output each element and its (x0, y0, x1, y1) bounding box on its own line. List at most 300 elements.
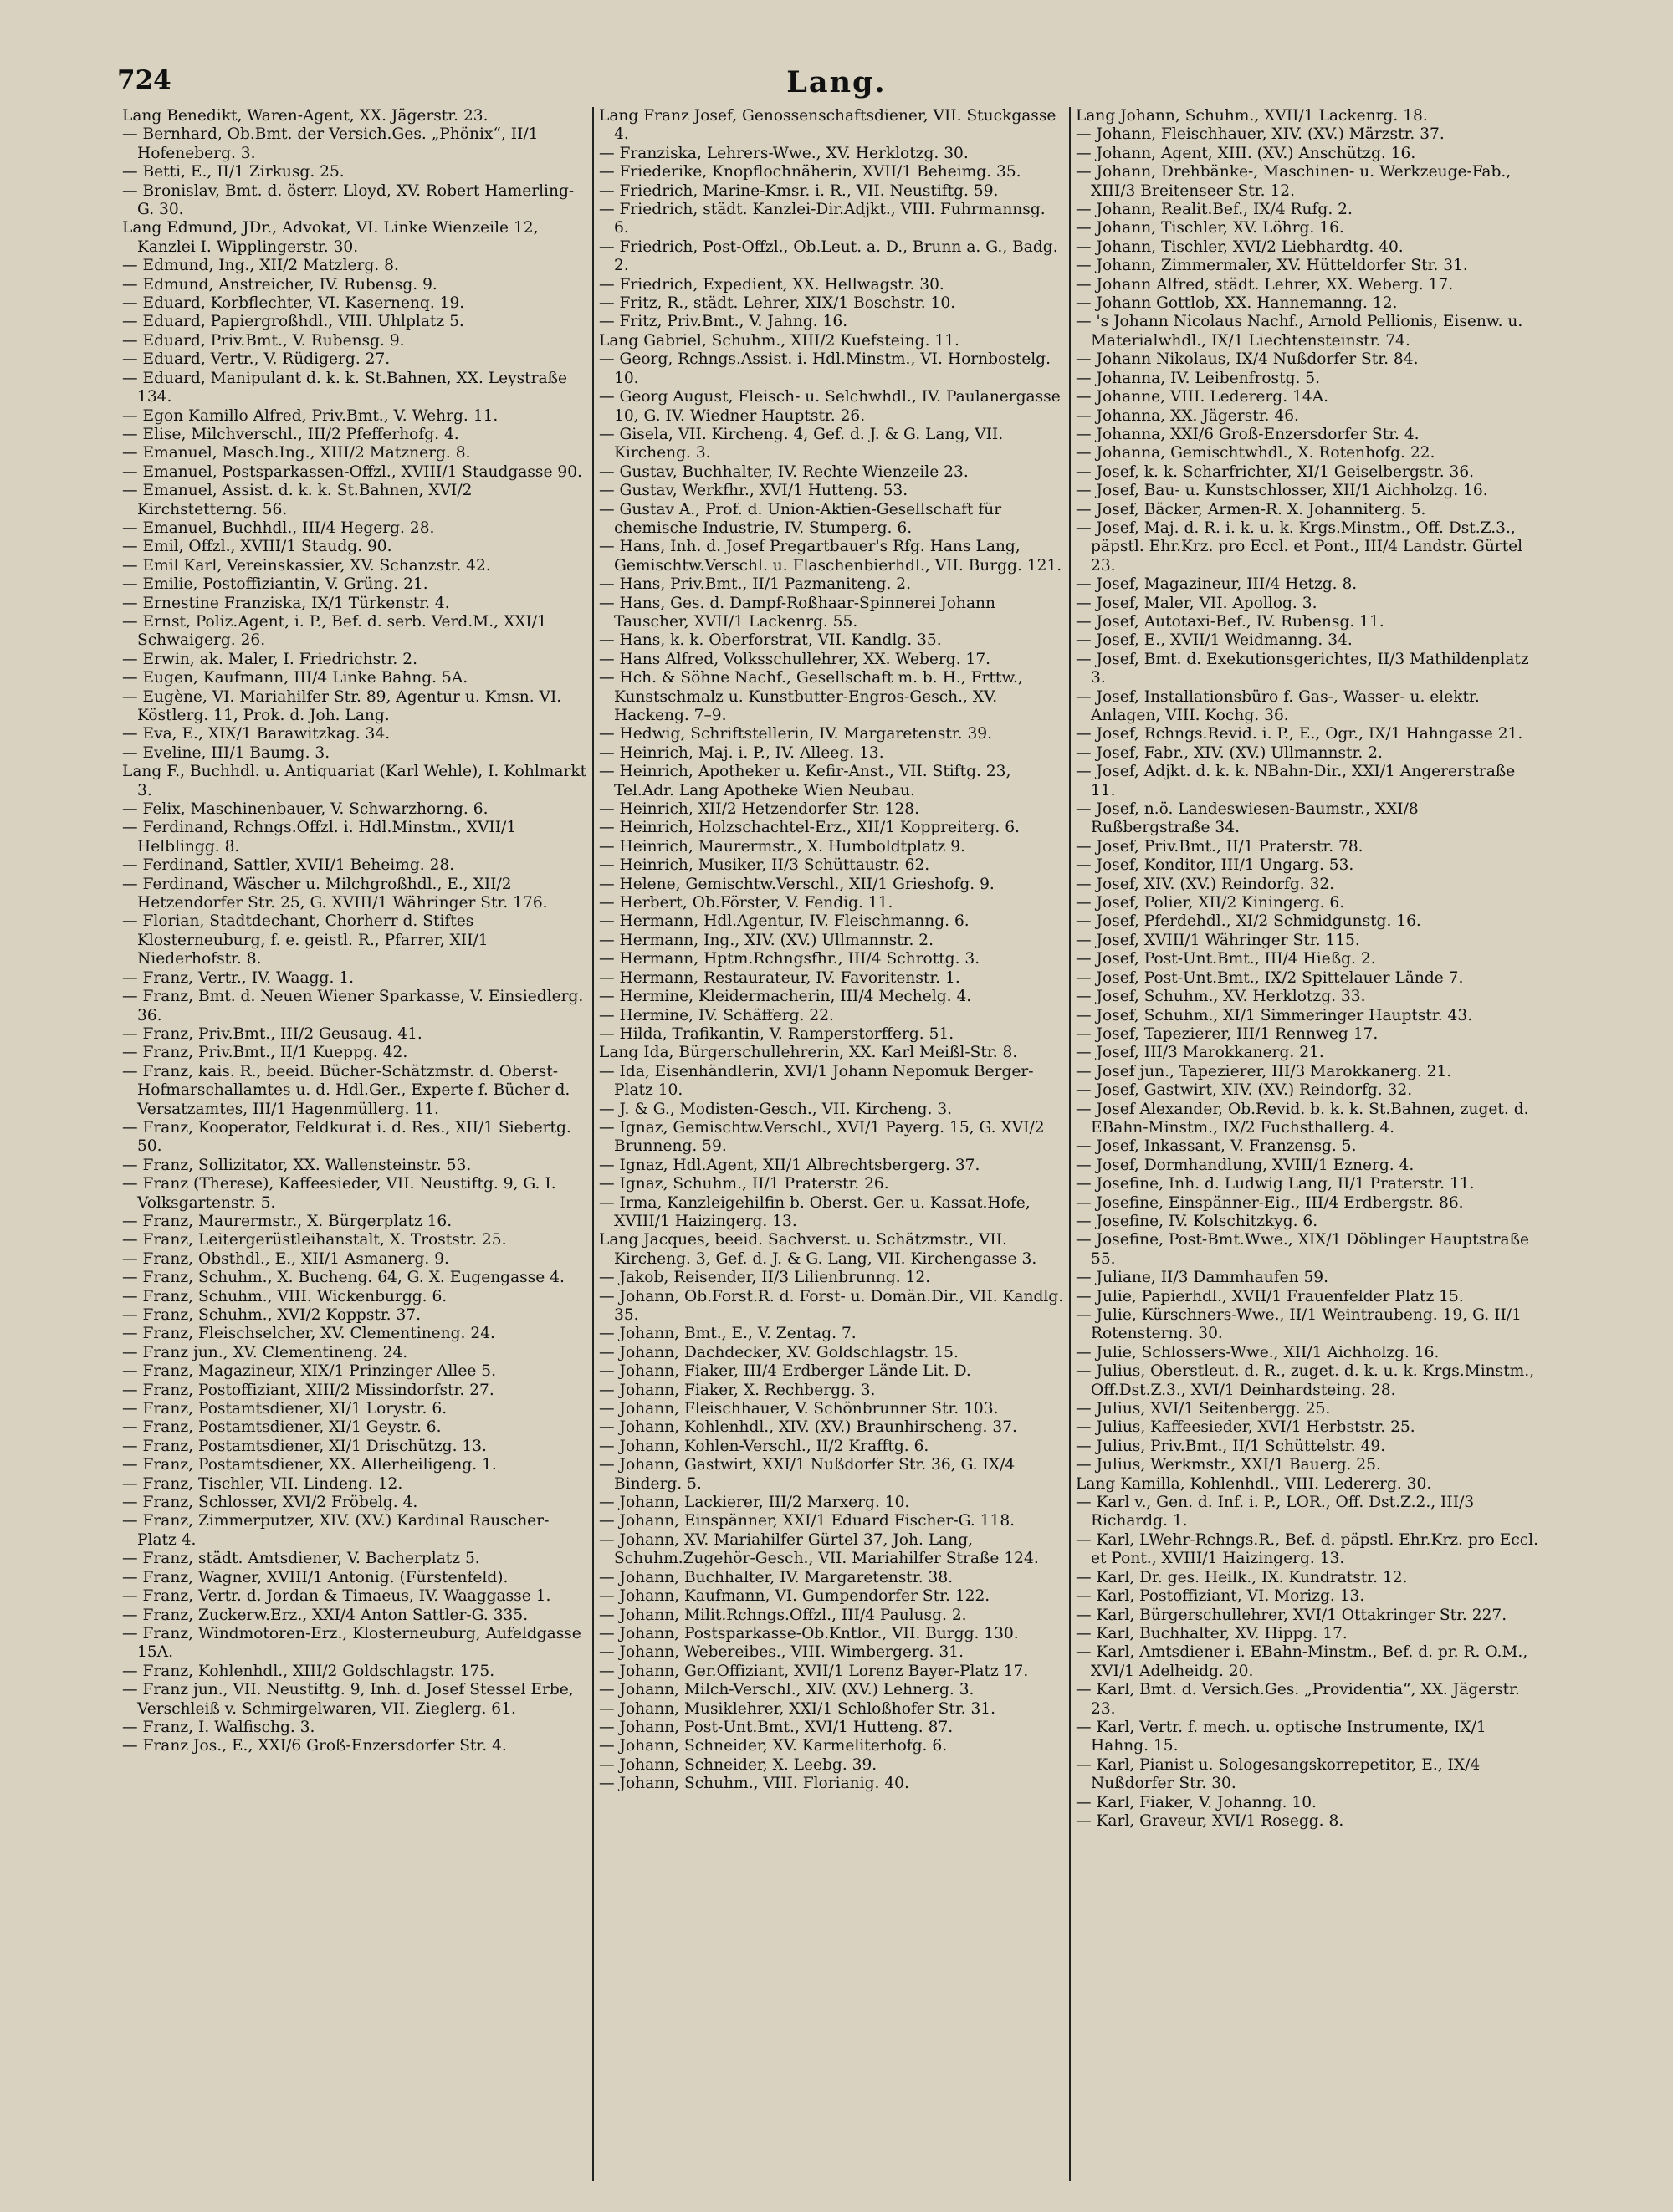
directory-entry (1076, 1643, 1543, 1681)
directory-entry (599, 1288, 1064, 1326)
directory-entry (122, 1625, 587, 1663)
directory-entry (599, 1737, 1064, 1755)
entry-text: — Johann, Kohlenhdl., XIV. (XV.) Braunhirscheng. 37. (599, 1418, 1017, 1437)
entry-text: — Josef, Adjkt. d. k. k. NBahn-Dir., XXI/1 Angererstraße 11. (1076, 763, 1516, 799)
entry-text: — Josef, Bau- u. Kunstschlosser, XII/1 Aichholzg. 16. (1076, 482, 1488, 500)
directory-entry (599, 145, 1064, 163)
directory-entry (1076, 1175, 1543, 1193)
entry-text: — Franz, Postamtsdiener, XI/1 Drischützg. 13. (122, 1437, 487, 1455)
directory-entry (599, 1063, 1064, 1101)
directory-entry (1076, 838, 1543, 856)
entry-text: — Franz, kais. R., beeid. Bücher-Schätzmstr. d. Oberst-Hofmarschallamtes u. d. Hdl.Ger., Experte f. Bücher d. Versatzamtes, III/1 Hagenmüllerg. 11. (122, 1062, 570, 1118)
directory-entry (1076, 688, 1543, 726)
entry-text: — Josefine, Post-Bmt.Wwe., XIX/1 Döblinger Hauptstraße 55. (1076, 1231, 1530, 1268)
entry-text: — Franz, Priv.Bmt., III/2 Geusaug. 41. (122, 1024, 422, 1043)
directory-entry (122, 276, 587, 294)
directory-entry (1076, 276, 1543, 294)
directory-entry (122, 519, 587, 538)
entry-text: — Josef, Priv.Bmt., II/1 Praterstr. 78. (1076, 837, 1363, 856)
entry-text: — Johann, Einspänner, XXI/1 Eduard Fischer-G. 118. (599, 1512, 1016, 1530)
entry-text: — Karl, Buchhalter, XV. Hippg. 17. (1076, 1624, 1348, 1642)
directory-entry (599, 1025, 1064, 1044)
entry-text: — Karl, Amtsdiener i. EBahn-Minstm., Bef. d. pr. R. O.M., XVI/1 Adelheidg. 20. (1076, 1643, 1528, 1680)
entry-text: — Johann, Webereibes., VIII. Wimbergerg. 31. (599, 1643, 964, 1662)
directory-entry (1076, 350, 1543, 369)
entry-text: — Juliane, II/3 Dammhaufen 59. (1076, 1269, 1329, 1287)
entry-text: — Josef, Bäcker, Armen-R. X. Johanniterg. 5. (1076, 500, 1426, 519)
directory-entry (1076, 370, 1543, 388)
directory-entry (1076, 163, 1543, 201)
directory-entry (122, 1494, 587, 1512)
entry-text: — Julius, Kaffeesieder, XVI/1 Herbststr. 25. (1076, 1418, 1415, 1437)
entry-text: — Hans, Ges. d. Dampf-Roßhaar-Spinnerei Johann Tauscher, XVII/1 Lackenrg. 55. (599, 594, 995, 631)
entry-text: — Josef, Pferdehdl., XI/2 Schmidgunstg. 16. (1076, 912, 1421, 931)
entry-text: — Florian, Stadtdechant, Chorherr d. Stiftes Klosterneuburg, f. e. geistl. R., Pfarrer, XII/1 Niederhofstr. 8. (122, 912, 489, 968)
directory-entry (1076, 894, 1543, 912)
entry-text: — Julius, Priv.Bmt., II/1 Schüttelstr. 49. (1076, 1437, 1386, 1455)
directory-entry (122, 1288, 587, 1306)
entry-text: — Johann, Fleischhauer, V. Schönbrunner Str. 103. (599, 1400, 999, 1418)
entry-text: — Karl, Dr. ges. Heilk., IX. Kundratstr. 12. (1076, 1568, 1408, 1586)
directory-entry (1076, 744, 1543, 763)
directory-entry (599, 1119, 1064, 1157)
directory-entry (122, 1362, 587, 1381)
directory-entry (1076, 407, 1543, 426)
entry-text: — Johann, Agent, XIII. (XV.) Anschützg. 16. (1076, 144, 1416, 162)
entry-text: — Johann, Musiklehrer, XXI/1 Schloßhofer Str. 31. (599, 1699, 996, 1718)
directory-entry (122, 1438, 587, 1456)
directory-entry (599, 819, 1064, 837)
directory-entry (122, 538, 587, 556)
entry-text: — Johann, Milch-Verschl., XIV. (XV.) Lehnerg. 3. (599, 1681, 975, 1699)
directory-entry (599, 1325, 1064, 1343)
directory-entry (122, 669, 587, 687)
entry-text: — Johann, Dachdecker, XV. Goldschlagstr. 15. (599, 1343, 959, 1361)
entry-text: — Eva, E., XIX/1 Barawitzkag. 34. (122, 725, 391, 743)
directory-entry (122, 1213, 587, 1231)
entry-text: — Eduard, Vertr., V. Rüdigerg. 27. (122, 350, 391, 369)
directory-entry (122, 876, 587, 913)
directory-entry (122, 463, 587, 482)
directory-entry (599, 313, 1064, 331)
entry-text: — Friedrich, Marine-Kmsr. i. R., VII. Neustiftg. 59. (599, 181, 999, 200)
directory-entry (599, 1700, 1064, 1719)
entry-text: — Ernst, Poliz.Agent, i. P., Bef. d. serb. Verd.M., XXI/1 Schwaigerg. 26. (122, 612, 547, 650)
entry-text: — Franz, Zimmerputzer, XIV. (XV.) Kardinal Rauscher-Platz 4. (122, 1512, 550, 1549)
entry-text: — Julius, Werkmstr., XXI/1 Bauerg. 25. (1076, 1456, 1381, 1474)
entry-text: — Franz, Schuhm., XVI/2 Koppstr. 37. (122, 1306, 422, 1324)
directory-entry (122, 1119, 587, 1157)
directory-entry (122, 370, 587, 407)
directory-entry (1076, 1475, 1543, 1494)
directory-entry (1076, 1625, 1543, 1643)
directory-entry (599, 1569, 1064, 1587)
directory-entry (122, 125, 587, 163)
entry-text: — Hans, k. k. Oberforstrat, VII. Kandlg. 35. (599, 631, 942, 650)
entry-text: — Ignaz, Hdl.Agent, XII/1 Albrechtsbergerg. 37. (599, 1156, 980, 1174)
entry-text: — Ferdinand, Sattler, XVII/1 Beheimg. 28. (122, 856, 455, 875)
entry-text: — Franz, Schuhm., VIII. Wickenburgg. 6. (122, 1287, 448, 1305)
entry-text: — Josef, Schuhm., XV. Herklotzg. 33. (1076, 988, 1366, 1006)
entry-text: — Franz, Wagner, XVIII/1 Antonig. (Fürstenfeld). (122, 1568, 509, 1586)
directory-entry (122, 350, 587, 369)
entry-text: — Betti, E., II/1 Zirkusg. 25. (122, 163, 345, 181)
entry-text: — Emanuel, Assist. d. k. k. St.Bahnen, XVI/2 Kirchstetterng. 56. (122, 482, 473, 519)
column-2 (594, 107, 1071, 2181)
directory-entry (1076, 1306, 1543, 1344)
entry-text: — Franz, Priv.Bmt., II/1 Kueppg. 42. (122, 1044, 408, 1062)
entry-text: — Franz, Maurermstr., X. Bürgerplatz 16. (122, 1212, 453, 1230)
entry-text: — Jakob, Reisender, II/3 Lilienbrunng. 12. (599, 1269, 931, 1287)
directory-entry (122, 1269, 587, 1287)
entry-text: — Hedwig, Schriftstellerin, IV. Margaretenstr. 39. (599, 725, 993, 743)
entry-text: — Emanuel, Postsparkassen-Offzl., XVIII/1 Staudgasse 90. (122, 462, 582, 481)
entry-text: — Josef, XIV. (XV.) Reindorfg. 32. (1076, 875, 1335, 893)
directory-entry (1076, 595, 1543, 613)
entry-text: — Franziska, Lehrers-Wwe., XV. Herklotzg. 30. (599, 144, 969, 162)
directory-entry (122, 1681, 587, 1719)
entry-text: — Franz, Schuhm., X. Bucheng. 64, G. X. Eugengasse 4. (122, 1269, 565, 1287)
directory-entry (1076, 1681, 1543, 1719)
directory-entry (599, 1344, 1064, 1362)
entry-text: — Heinrich, XII/2 Hetzendorfer Str. 128. (599, 800, 920, 819)
directory-entry (599, 1587, 1064, 1606)
entry-text: — Ferdinand, Wäscher u. Milchgroßhdl., E., XII/2 Hetzendorfer Str. 25, G. XVIII/1 Währinger Str. 176. (122, 875, 548, 912)
directory-entry (122, 482, 587, 519)
directory-entry (599, 1681, 1064, 1699)
page-title: Lang. (786, 65, 887, 100)
directory-entry (599, 1625, 1064, 1643)
entry-text: — Josefine, Inh. d. Ludwig Lang, II/1 Praterstr. 11. (1076, 1175, 1475, 1193)
directory-entry (122, 1550, 587, 1568)
directory-entry (122, 257, 587, 275)
directory-entry (1076, 1494, 1543, 1531)
directory-entry (599, 276, 1064, 294)
directory-entry (1076, 932, 1543, 950)
entry-text: — Ignaz, Gemischtw.Verschl., XVI/1 Payerg. 15, G. XVI/2 Brunneng. 59. (599, 1118, 1045, 1156)
directory-entry (599, 501, 1064, 539)
entry-text: — Josef, Maj. d. R. i. k. u. k. Krgs.Minstm., Off. Dst.Z.3., päpstl. Ehr.Krz. pro Eccl. et Pont., III/4 Landstr. Gürtel 23. (1076, 519, 1523, 575)
entry-text: — Heinrich, Musiker, II/3 Schüttaustr. 62. (599, 856, 930, 875)
directory-entry (122, 294, 587, 313)
entry-text: — Josef, Autotaxi-Bef., IV. Rubensg. 11. (1076, 612, 1384, 631)
directory-entry (1076, 1438, 1543, 1456)
directory-entry (599, 1175, 1064, 1193)
entry-text: — Ernestine Franziska, IX/1 Türkenstr. 4. (122, 594, 450, 612)
entry-text: Lang Kamilla, Kohlenhdl., VIII. Ledererg. 30. (1076, 1474, 1432, 1493)
entry-text: — Gustav, Werkfhr., XVI/1 Hutteng. 53. (599, 482, 908, 500)
directory-entry (1076, 950, 1543, 968)
directory-entry (1076, 1794, 1543, 1812)
column-1 (117, 107, 594, 2181)
entry-text: — Johann Nikolaus, IX/4 Nußdorfer Str. 84. (1076, 350, 1419, 369)
entry-text: — Josef, Inkassant, V. Franzensg. 5. (1076, 1137, 1357, 1156)
directory-entry (1076, 876, 1543, 894)
directory-entry (599, 725, 1064, 743)
entry-text: — Eugène, VI. Mariahilfer Str. 89, Agentur u. Kmsn. VI. Köstlerg. 11, Prok. d. Joh. Lang. (122, 687, 562, 724)
entry-text: — Bronislav, Bmt. d. österr. Lloyd, XV. Robert Hamerling-G. 30. (122, 181, 575, 219)
entry-text: — Julius, XVI/1 Seitenbergg. 25. (1076, 1400, 1331, 1418)
directory-entry (1076, 988, 1543, 1006)
directory-entry (1076, 1213, 1543, 1231)
directory-entry (599, 332, 1064, 350)
entry-text: — Josef jun., Tapezierer, III/3 Marokkanerg. 21. (1076, 1062, 1452, 1080)
directory-entry (122, 1250, 587, 1269)
directory-entry (1076, 219, 1543, 238)
directory-entry (1076, 651, 1543, 688)
directory-entry (1076, 426, 1543, 444)
entry-text: — Johann, Buchhalter, IV. Margaretenstr. 38. (599, 1568, 954, 1586)
directory-entry (599, 763, 1064, 800)
entry-text: — Josef, Konditor, III/1 Ungarg. 53. (1076, 856, 1354, 875)
directory-entry (122, 1663, 587, 1681)
entry-text: — Eduard, Manipulant d. k. k. St.Bahnen, XX. Leystraße 134. (122, 369, 568, 406)
directory-entry (122, 557, 587, 575)
directory-entry (599, 912, 1064, 931)
entry-text: — Josef, k. k. Scharfrichter, XI/1 Geiselbergstr. 36. (1076, 462, 1475, 481)
directory-entry (122, 1418, 587, 1437)
directory-entry (599, 988, 1064, 1006)
directory-entry (1076, 1137, 1543, 1156)
directory-entry (122, 1475, 587, 1494)
directory-entry (1076, 763, 1543, 800)
directory-entry (599, 950, 1064, 968)
entry-text: — Heinrich, Holzschachtel-Erz., XII/1 Koppreiterg. 6. (599, 819, 1020, 837)
directory-entry (1076, 145, 1543, 163)
directory-entry (122, 444, 587, 462)
entry-text: — Franz, Windmotoren-Erz., Klosterneuburg, Aufeldgasse 15A. (122, 1624, 581, 1662)
entry-text: — Franz, Postoffiziant, XIII/2 Missindorfstr. 27. (122, 1381, 494, 1399)
entry-text: — Johann Gottlob, XX. Hannemanng. 12. (1076, 294, 1398, 313)
directory-entry (1076, 912, 1543, 931)
entry-text: — Johanna, XX. Jägerstr. 46. (1076, 406, 1299, 425)
entry-text: — Josef, n.ö. Landeswiesen-Baumstr., XXI/8 Rußbergstraße 34. (1076, 800, 1419, 837)
directory-entry (599, 350, 1064, 388)
entry-text: — Hans, Inh. d. Josef Pregartbauer's Rfg. Hans Lang, Gemischtw.Verschl. u. Flaschenbierhdl., VII. Burgg. 121. (599, 538, 1062, 575)
directory-entry (122, 1569, 587, 1587)
entry-text: Lang Ida, Bürgerschullehrerin, XX. Karl Meißl-Str. 8. (599, 1044, 1018, 1062)
directory-entry (599, 894, 1064, 912)
entry-text: — Johann, Schneider, X. Leebg. 39. (599, 1755, 877, 1774)
entry-text: — J. & G., Modisten-Gesch., VII. Kircheng. 3. (599, 1100, 953, 1118)
entry-text: — Johanna, XXI/6 Groß-Enzersdorfer Str. 4. (1076, 425, 1420, 443)
directory-entry (599, 1007, 1064, 1025)
entry-text: — Josef, Post-Unt.Bmt., III/4 Hießg. 2. (1076, 950, 1376, 968)
directory-entry (122, 912, 587, 968)
entry-text: — Heinrich, Apotheker u. Kefir-Anst., VII. Stiftg. 23, Tel.Adr. Lang Apotheke Wien Neubau. (599, 763, 1011, 799)
directory-entry (1076, 1607, 1543, 1625)
entry-text: — Josef, III/3 Marokkanerg. 21. (1076, 1044, 1324, 1062)
directory-entry (1076, 1007, 1543, 1025)
entry-text: — Erwin, ak. Maler, I. Friedrichstr. 2. (122, 650, 417, 668)
entry-text: — Hermine, Kleidermacherin, III/4 Mechelg. 4. (599, 988, 972, 1006)
entry-text: — 's Johann Nicolaus Nachf., Arnold Pellionis, Eisenw. u. Materialwhdl., IX/1 Liechtensteinstr. 74. (1076, 313, 1523, 350)
entry-text: — Franz, Kooperator, Feldkurat i. d. Res., XII/1 Siebertg. 50. (122, 1118, 571, 1156)
entry-text: — Franz jun., XV. Clementineng. 24. (122, 1343, 408, 1361)
directory-entry (122, 1400, 587, 1418)
entry-text: — Julie, Papierhdl., XVII/1 Frauenfelder Platz 15. (1076, 1287, 1464, 1305)
directory-entry (122, 1456, 587, 1474)
directory-entry (599, 1194, 1064, 1232)
entry-text: — Johann, Kaufmann, VI. Gumpendorfer Str. 122. (599, 1587, 990, 1606)
entry-text: — Emilie, Postoffiziantin, V. Grüng. 21. (122, 575, 428, 594)
entry-text: — Friedrich, Expedient, XX. Hellwagstr. 30. (599, 275, 944, 294)
directory-entry (122, 1719, 587, 1737)
entry-text: — Johanna, IV. Leibenfrostg. 5. (1076, 369, 1321, 387)
entry-text: — Emil, Offzl., XVIII/1 Staudg. 90. (122, 538, 392, 556)
directory-entry (1076, 1569, 1543, 1587)
directory-entry (1076, 1231, 1543, 1269)
directory-entry (599, 932, 1064, 950)
entry-text: — Karl, Bmt. d. Versich.Ges. „Providentia“, XX. Jägerstr. 23. (1076, 1681, 1520, 1718)
directory-entry (599, 1719, 1064, 1737)
entry-text: — Edmund, Anstreicher, IV. Rubensg. 9. (122, 275, 437, 294)
entry-text: — Bernhard, Ob.Bmt. der Versich.Ges. „Phönix“, II/1 Hofeneberg. 3. (122, 125, 539, 162)
entry-text: — Karl, Bürgerschullehrer, XVI/1 Ottakringer Str. 227. (1076, 1606, 1507, 1624)
directory-entry (599, 1775, 1064, 1793)
entry-text: — Franz, Bmt. d. Neuen Wiener Sparkasse, V. Einsiedlerg. 36. (122, 988, 584, 1024)
directory-entry (599, 876, 1064, 894)
entry-text: — Felix, Maschinenbauer, V. Schwarzhorng. 6. (122, 800, 489, 819)
entry-text: — Karl, LWehr-Rchngs.R., Bef. d. päpstl. Ehr.Krz. pro Eccl. et Pont., XVIII/1 Haizingerg. 13. (1076, 1530, 1539, 1568)
entry-text: — Karl, Graveur, XVI/1 Rosegg. 8. (1076, 1811, 1344, 1830)
column-3 (1071, 107, 1548, 2181)
directory-entry (599, 107, 1064, 145)
entry-text: — Josef, Gastwirt, XIV. (XV.) Reindorfg. 32. (1076, 1081, 1413, 1100)
directory-entry (1076, 1025, 1543, 1044)
entry-text: — Johann, Fiaker, III/4 Erdberger Lände Lit. D. (599, 1362, 971, 1381)
entry-text: — Johann, Kohlen-Verschl., II/2 Krafftg. 6. (599, 1437, 929, 1455)
entry-text: — Hermann, Ing., XIV. (XV.) Ullmannstr. 2. (599, 931, 934, 949)
entry-text: — Karl, Pianist u. Sologesangskorrepetitor, E., IX/4 Nußdorfer Str. 30. (1076, 1755, 1481, 1793)
entry-text: — Johann, Lackierer, III/2 Marxerg. 10. (599, 1494, 910, 1512)
entry-text: — Josef, Polier, XII/2 Kiningerg. 6. (1076, 894, 1345, 912)
directory-entry (122, 969, 587, 988)
directory-entry (599, 1231, 1064, 1269)
entry-text: — Franz, I. Walfischg. 3. (122, 1718, 315, 1736)
entry-text: — Johann, Drehbänke-, Maschinen- u. Werkzeuge-Fab., XIII/3 Breitenseer Str. 12. (1076, 163, 1512, 200)
directory-entry (122, 1175, 587, 1213)
directory-entry (122, 763, 587, 800)
directory-entry (599, 595, 1064, 632)
page-header (117, 65, 1556, 107)
entry-text: — Johann, Zimmermaler, XV. Hütteldorfer Str. 31. (1076, 257, 1468, 275)
entry-text: — Karl v., Gen. d. Inf. i. P., LOR., Off. Dst.Z.2., III/3 Richardg. 1. (1076, 1494, 1475, 1530)
directory-entry (1076, 1418, 1543, 1437)
directory-entry (599, 1101, 1064, 1119)
entry-text: — Franz, Zuckerw.Erz., XXI/4 Anton Sattler-G. 335. (122, 1606, 529, 1624)
directory-entry (122, 651, 587, 669)
directory-entry (122, 219, 587, 257)
entry-text: — Franz, Sollizitator, XX. Wallensteinstr. 53. (122, 1156, 472, 1174)
entry-text: — Josef, Post-Unt.Bmt., IX/2 Spittelauer Lände 7. (1076, 968, 1464, 987)
entry-text: — Hermann, Hptm.Rchngsfhr., III/4 Schrottg. 3. (599, 950, 980, 968)
entry-text: — Friederike, Knopflochnäherin, XVII/1 Beheimg. 35. (599, 163, 1021, 181)
directory-entry (1076, 257, 1543, 275)
directory-entry (599, 538, 1064, 575)
directory-entry (599, 388, 1064, 426)
entry-text: Lang Franz Josef, Genossenschaftsdiener, VII. Stuckgasse 4. (599, 107, 1056, 144)
entry-text: — Emil Karl, Vereinskassier, XV. Schanzstr. 42. (122, 556, 491, 575)
entry-text: — Julie, Kürschners-Wwe., II/1 Weintraubeng. 19, G. II/1 Rotensterng. 30. (1076, 1306, 1522, 1343)
entry-text: — Franz (Therese), Kaffeesieder, VII. Neustiftg. 9, G. I. Volksgartenstr. 5. (122, 1175, 556, 1212)
entry-text: — Franz, Tischler, VII. Lindeng. 12. (122, 1474, 403, 1493)
entry-text: — Gustav, Buchhalter, IV. Rechte Wienzeile 23. (599, 462, 969, 481)
entry-text: — Franz, Vertr. d. Jordan & Timaeus, IV. Waaggasse 1. (122, 1587, 551, 1606)
directory-entry (122, 819, 587, 856)
directory-entry (599, 1362, 1064, 1381)
directory-entry (599, 1663, 1064, 1681)
directory-columns (117, 107, 1548, 2181)
entry-text: — Eduard, Papiergroßhdl., VIII. Uhlplatz 5. (122, 313, 464, 331)
directory-entry (1076, 463, 1543, 482)
directory-entry (1076, 201, 1543, 219)
directory-entry (1076, 125, 1543, 144)
entry-text: — Franz, Fleischselcher, XV. Clementineng. 24. (122, 1325, 495, 1343)
entry-text: — Fritz, Priv.Bmt., V. Jahng. 16. (599, 313, 848, 331)
entry-text: — Hermann, Restaurateur, IV. Favoritenstr. 1. (599, 968, 960, 987)
entry-text: — Johann, Ger.Offiziant, XVII/1 Lorenz Bayer-Platz 17. (599, 1662, 1029, 1680)
directory-entry (1076, 444, 1543, 462)
directory-entry (599, 1531, 1064, 1569)
directory-entry (122, 163, 587, 181)
entry-text: — Johanne, VIII. Ledererg. 14A. (1076, 388, 1329, 406)
directory-entry (599, 1438, 1064, 1456)
directory-entry (1076, 800, 1543, 838)
directory-entry (599, 631, 1064, 650)
directory-entry (1076, 1269, 1543, 1287)
entry-text: — Johann, Realit.Bef., IX/4 Rufg. 2. (1076, 201, 1353, 219)
directory-entry (1076, 725, 1543, 743)
entry-text: — Johann Alfred, städt. Lehrer, XX. Weberg. 17. (1076, 275, 1454, 294)
entry-text: — Johann, Post-Unt.Bmt., XVI/1 Hutteng. 87. (599, 1718, 954, 1736)
entry-text: — Georg, Rchngs.Assist. i. Hdl.Minstm., VI. Hornbostelg. 10. (599, 350, 1051, 387)
entry-text: — Franz, Vertr., IV. Waagg. 1. (122, 968, 355, 987)
directory-entry (1076, 1044, 1543, 1062)
entry-text: — Josef, Bmt. d. Exekutionsgerichtes, II/3 Mathildenplatz 3. (1076, 650, 1529, 687)
entry-text: — Franz, Kohlenhdl., XIII/2 Goldschlagstr. 175. (122, 1662, 495, 1680)
directory-entry (1076, 501, 1543, 519)
directory-entry (599, 482, 1064, 500)
entry-text: — Gustav A., Prof. d. Union-Aktien-Gesellschaft für chemische Industrie, IV. Stumperg. 6. (599, 500, 1002, 537)
entry-text: — Johann, Schuhm., VIII. Florianig. 40. (599, 1775, 909, 1793)
directory-entry (122, 800, 587, 819)
directory-entry (599, 800, 1064, 819)
entry-text: — Julius, Oberstleut. d. R., zuget. d. k. u. k. Krgs.Minstm., Off.Dst.Z.3., XVI/1 Deinhardsteing. 28. (1076, 1362, 1535, 1399)
directory-entry (122, 332, 587, 350)
directory-entry (599, 1157, 1064, 1175)
directory-entry (599, 426, 1064, 463)
entry-text: — Franz jun., VII. Neustiftg. 9, Inh. d. Josef Stessel Erbe, Verschleiß v. Schmirgelwaren, VII. Zieglerg. 61. (122, 1681, 574, 1718)
entry-text: — Hilda, Trafikantin, V. Ramperstorfferg. 51. (599, 1024, 954, 1043)
directory-entry (1076, 1157, 1543, 1175)
directory-entry (1076, 388, 1543, 406)
directory-entry (599, 669, 1064, 725)
directory-entry (122, 407, 587, 426)
entry-text: — Friedrich, städt. Kanzlei-Dir.Adjkt., VIII. Fuhrmannsg. 6. (599, 201, 1046, 238)
directory-entry (599, 575, 1064, 594)
directory-entry (1076, 238, 1543, 257)
directory-entry (1076, 519, 1543, 575)
entry-text: — Fritz, R., städt. Lehrer, XIX/1 Boschstr. 10. (599, 294, 956, 313)
directory-entry (1076, 1531, 1543, 1569)
directory-entry (599, 1044, 1064, 1062)
entry-text: — Johann, XV. Mariahilfer Gürtel 37, Joh. Lang, Schuhm.Zugehör-Gesch., VII. Mariahilfer Straße 124. (599, 1530, 1039, 1568)
directory-entry (1076, 969, 1543, 988)
directory-entry (599, 1456, 1064, 1494)
entry-text: — Josef, Fabr., XIV. (XV.) Ullmannstr. 2. (1076, 743, 1383, 762)
entry-text: — Johann, Bmt., E., V. Zentag. 7. (599, 1325, 857, 1343)
